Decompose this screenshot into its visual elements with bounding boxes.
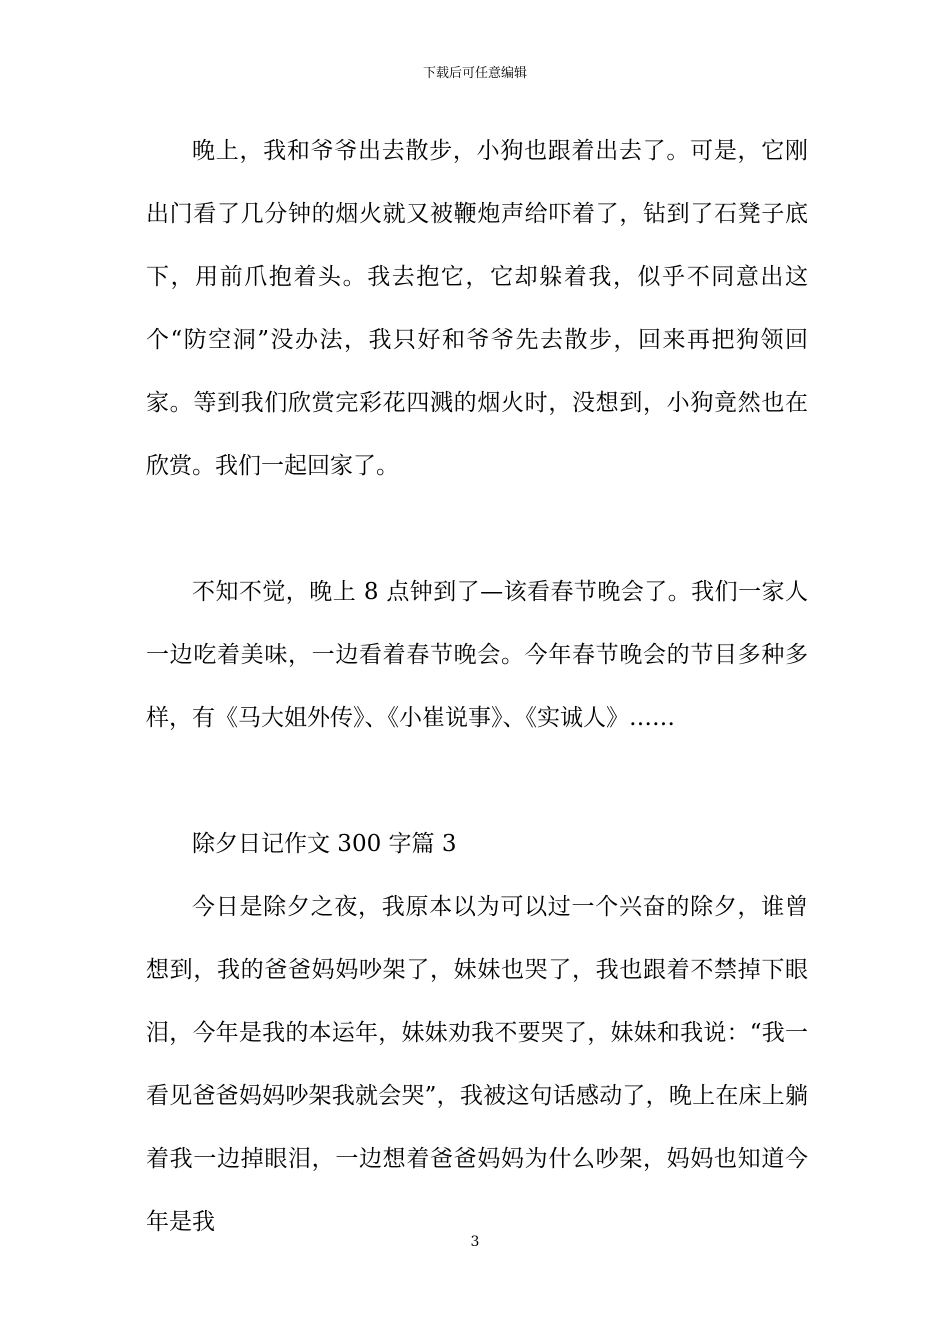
section-heading: 除夕日记作文 300 字篇 3 — [192, 831, 457, 857]
page-number: 3 — [470, 1234, 480, 1250]
paragraph-evening-walk: 晚上，我和爷爷出去散步，小狗也跟着出去了。可是，它刚出门看了几分钟的烟火就又被鞭炮声给吓着了，钻到了石凳子底下，用前爪抱着头。我去抱它，它却躲着我，似乎不同意出这个“防空洞”没办法，我只好和爷爷先去散步，回来再把狗领回家。等到我们欣赏完彩花四溅的烟火时，没想到，小狗竟然也在欣赏。我们一起回家了。 — [146, 138, 808, 479]
paragraph-spring-gala: 不知不觉，晚上 8 点钟到了—该看春节晚会了。我们一家人一边吃着美味，一边看着春节晚会。今年春节晚会的节目多种多样，有《马大姐外传》、《小崔说事》、《实诚人》…… — [146, 579, 808, 731]
page-header: 下载后可任意编辑 — [422, 66, 527, 81]
paragraph-new-years-eve: 今日是除夕之夜，我原本以为可以过一个兴奋的除夕，谁曾想到，我的爸爸妈妈吵架了，妹妹也哭了，我也跟着不禁掉下眼泪，今年是我的本运年，妹妹劝我不要哭了，妹妹和我说：“我一看见爸爸妈妈吵架我就会哭”，我被这句话感动了，晚上在床上躺着我一边掉眼泪，一边想着爸爸妈妈为什么吵架，妈妈也知道今年是我 — [146, 894, 808, 1235]
